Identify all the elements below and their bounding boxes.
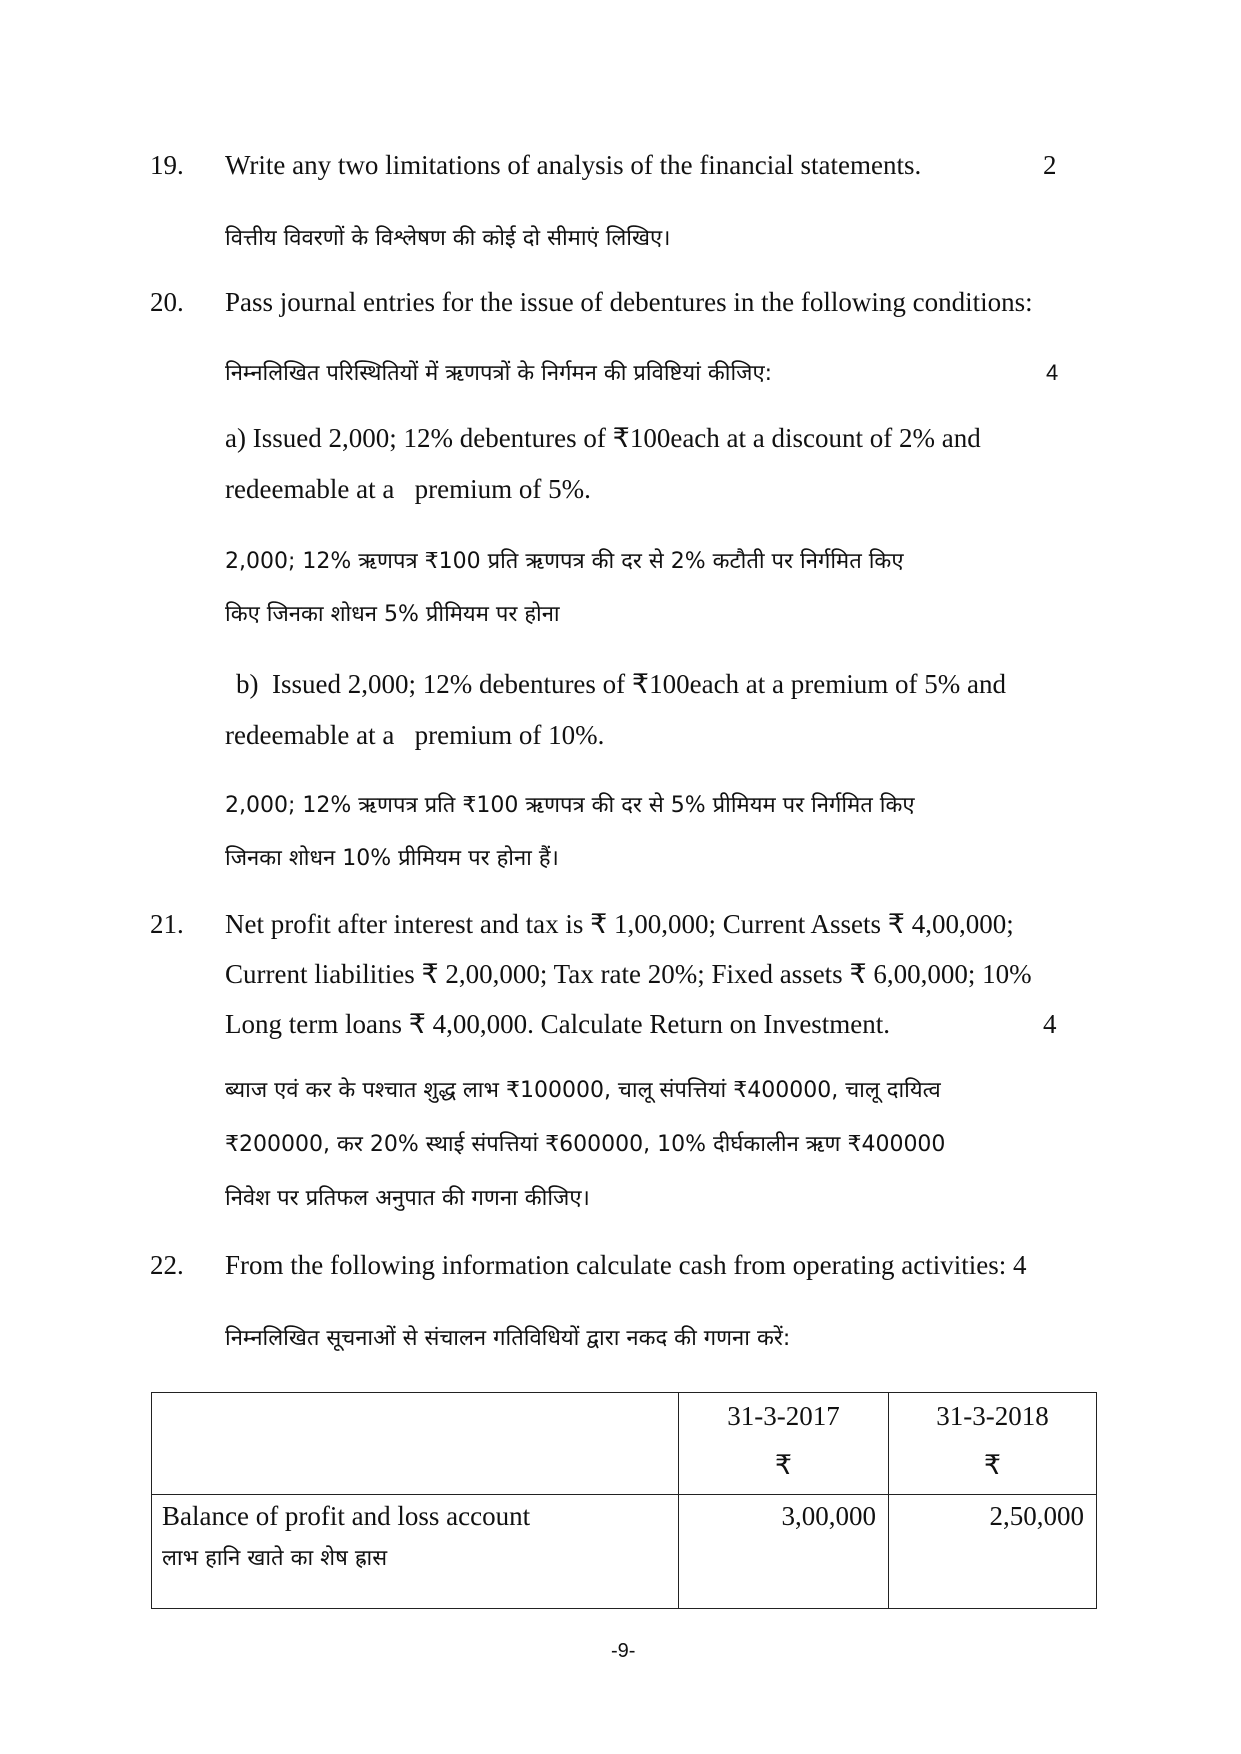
page-number: -9- — [611, 1640, 636, 1662]
header-date-2017: 31-3-2017 — [727, 1401, 840, 1431]
q21-text-hi-line2: ₹200000, कर 20% स्थाई संपत्तियां ₹600000, 10% दीर्घकालीन ऋण ₹400000 — [225, 1132, 946, 1157]
q20-text-hi: निम्नलिखित परिस्थितियों में ऋणपत्रों के निर्गमन की प्रविष्टियां कीजिए: — [225, 361, 773, 386]
header-date-2018: 31-3-2018 — [936, 1401, 1049, 1431]
q20-text-en: Pass journal entries for the issue of debentures in the following conditions: — [225, 287, 1033, 317]
q20-part-a-en-line2: redeemable at a premium of 5%. — [225, 474, 591, 504]
table-header-row — [152, 1393, 1097, 1495]
header-unit-2017: ₹ — [774, 1450, 793, 1480]
q20-part-b-en-line2: redeemable at a premium of 10%. — [225, 720, 605, 750]
row-value-2017: 3,00,000 — [679, 1495, 889, 1609]
row-label-cell — [152, 1495, 679, 1609]
q20-part-b-en-line1: b) Issued 2,000; 12% debentures of ₹100each at a premium of 5% and — [236, 669, 1006, 699]
table-header-blank-cell — [152, 1393, 679, 1495]
q21-text-hi-line3: निवेश पर प्रतिफल अनुपात की गणना कीजिए। — [225, 1186, 590, 1211]
q19-text-hi: वित्तीय विवरणों के विश्लेषण की कोई दो सीमाएं लिखिए। — [225, 226, 671, 251]
q22-text-en: From the following information calculate cash from operating activities: 4 — [225, 1250, 1027, 1280]
q21-number: 21. — [150, 909, 184, 939]
q21-text-en-line1: Net profit after interest and tax is ₹ 1,00,000; Current Assets ₹ 4,00,000; — [225, 909, 1014, 939]
q21-text-hi-line1: ब्याज एवं कर के पश्चात शुद्ध लाभ ₹100000, चालू संपत्तियां ₹400000, चालू दायित्व — [225, 1078, 941, 1103]
q20-part-a-hi-line1: 2,000; 12% ऋणपत्र ₹100 प्रति ऋणपत्र की दर से 2% कटौती पर निर्गमित किए — [225, 549, 904, 574]
q21-text-en-line3: Long term loans ₹ 4,00,000. Calculate Return on Investment. — [225, 1009, 891, 1039]
q20-part-a-en-line1: a) Issued 2,000; 12% debentures of ₹100each at a discount of 2% and — [225, 423, 981, 453]
row-label-en: Balance of profit and loss account — [162, 1501, 531, 1531]
q21-text-en-line2: Current liabilities ₹ 2,00,000; Tax rate 20%; Fixed assets ₹ 6,00,000; 10% — [225, 959, 1032, 989]
q22-text-hi: निम्नलिखित सूचनाओं से संचालन गतिविधियों द्वारा नकद की गणना करें: — [225, 1326, 791, 1351]
q20-part-a-hi-line2: किए जिनका शोधन 5% प्रीमियम पर होना — [225, 602, 560, 627]
q19-marks: 2 — [1043, 150, 1057, 180]
row-label-hi: लाभ हानि खाते का शेष ह्रास — [162, 1546, 388, 1571]
table-header-2017 — [679, 1393, 889, 1495]
q19-text-en: Write any two limitations of analysis of the financial statements. — [225, 150, 922, 180]
header-unit-2018: ₹ — [983, 1450, 1002, 1480]
table-header-2018 — [889, 1393, 1097, 1495]
q20-marks: 4 — [1046, 360, 1059, 385]
q22-number: 22. — [150, 1250, 184, 1280]
q21-marks: 4 — [1043, 1009, 1057, 1039]
q19-number: 19. — [150, 150, 184, 180]
q20-number: 20. — [150, 287, 184, 317]
q22-info-table — [151, 1392, 1097, 1609]
q20-part-b-hi-line2: जिनका शोधन 10% प्रीमियम पर होना हैं। — [225, 846, 559, 871]
q20-part-b-hi-line1: 2,000; 12% ऋणपत्र प्रति ₹100 ऋणपत्र की दर से 5% प्रीमियम पर निर्गमित किए — [225, 793, 915, 818]
row-value-2018: 2,50,000 — [889, 1495, 1097, 1609]
table-row — [152, 1495, 1097, 1609]
